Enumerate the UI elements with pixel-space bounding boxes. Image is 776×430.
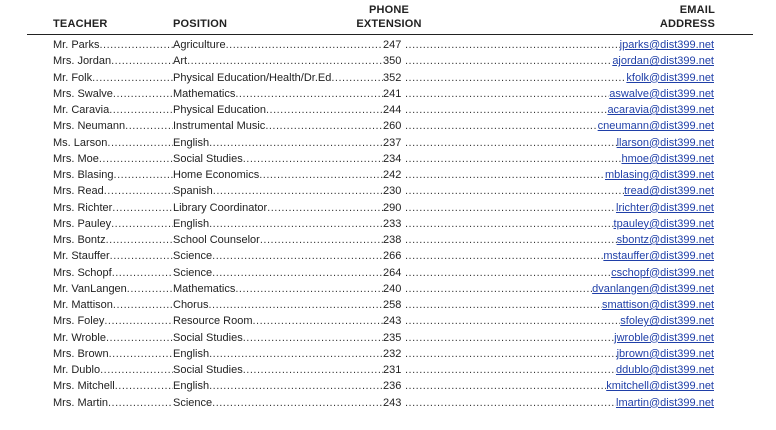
email-cell	[405, 346, 714, 362]
phone-extension: 237	[383, 136, 402, 149]
email-link[interactable]: dvanlangen@dist399.net	[592, 282, 714, 295]
phone-extension: 258	[383, 299, 402, 311]
dot-leader	[112, 200, 173, 216]
teacher-name: Mrs. Blasing	[53, 169, 114, 181]
email-link[interactable]: ajordan@dist399.net	[612, 55, 714, 68]
email-link[interactable]: aswalve@dist399.net	[609, 87, 714, 100]
dot-leader	[405, 362, 616, 378]
dot-leader	[259, 167, 383, 183]
header-email-address	[650, 3, 715, 31]
dot-leader	[125, 118, 173, 134]
teacher-name: Mrs. Richter	[53, 201, 113, 214]
teacher-cell	[53, 378, 173, 394]
table-row	[0, 151, 776, 167]
teacher-cell	[53, 395, 173, 411]
table-row	[0, 232, 776, 248]
phone-extension: 290	[383, 201, 402, 214]
phone-extension: 243	[383, 315, 402, 328]
dot-leader	[209, 378, 383, 394]
position-cell	[173, 265, 383, 281]
email-cell	[405, 183, 714, 199]
extension-cell	[383, 86, 405, 102]
header-email-line1: EMAIL	[679, 4, 715, 16]
teacher-name: Mr. Dublo	[53, 364, 101, 376]
dot-leader	[405, 313, 620, 329]
position-name: School Counselor	[173, 234, 260, 246]
dot-leader	[235, 281, 383, 297]
teacher-cell	[53, 118, 173, 134]
dot-leader	[405, 378, 606, 394]
dot-leader	[106, 330, 173, 346]
dot-leader	[405, 281, 592, 297]
extension-cell	[383, 53, 405, 69]
email-cell	[405, 135, 714, 151]
table-row	[0, 167, 776, 183]
table-row	[0, 70, 776, 86]
extension-cell	[383, 135, 405, 151]
table-row	[0, 362, 776, 378]
email-cell	[405, 281, 714, 297]
dot-leader	[208, 297, 383, 313]
phone-extension: 352	[383, 71, 402, 84]
extension-cell	[383, 200, 405, 216]
position-name: English	[173, 380, 210, 393]
position-cell	[173, 395, 383, 411]
teacher-cell	[53, 265, 173, 281]
position-name: Social Studies	[173, 152, 243, 165]
extension-cell	[383, 362, 405, 378]
extension-cell	[383, 395, 405, 411]
email-link[interactable]: hmoe@dist399.net	[621, 152, 714, 165]
email-cell	[405, 248, 714, 264]
dot-leader	[405, 330, 614, 346]
teacher-name: Mrs. Moe	[53, 152, 99, 165]
teacher-cell	[53, 70, 173, 86]
position-name: English	[173, 347, 210, 360]
dot-leader	[243, 151, 383, 167]
position-name: Spanish	[173, 185, 213, 198]
table-row	[0, 248, 776, 264]
dot-leader	[187, 53, 383, 69]
extension-cell	[383, 330, 405, 346]
teacher-name: Mrs. Martin	[53, 396, 108, 409]
teacher-cell	[53, 86, 173, 102]
email-link[interactable]: kmitchell@dist399.net	[606, 380, 714, 393]
dot-leader	[114, 167, 173, 183]
table-row	[0, 102, 776, 118]
phone-extension: 231	[383, 364, 402, 376]
header-email-line2: ADDRESS	[659, 18, 715, 30]
dot-leader	[111, 53, 173, 69]
teacher-name: Mr. Caravia	[53, 104, 110, 116]
header-phone-line1: PHONE	[368, 4, 410, 16]
position-cell	[173, 37, 383, 53]
header-phone-extension	[356, 3, 422, 31]
dot-leader	[405, 183, 624, 199]
dot-leader	[209, 135, 383, 151]
header-teacher: TEACHER	[53, 18, 108, 30]
dot-leader	[99, 151, 173, 167]
dot-leader	[405, 151, 621, 167]
position-cell	[173, 200, 383, 216]
table-row	[0, 313, 776, 329]
email-link[interactable]: sbontz@dist399.net	[616, 234, 714, 246]
table-row	[0, 216, 776, 232]
position-cell	[173, 313, 383, 329]
header-phone-line2: EXTENSION	[356, 18, 422, 30]
email-cell	[405, 118, 714, 134]
phone-extension: 233	[383, 217, 402, 230]
extension-cell	[383, 167, 405, 183]
teacher-name: Mrs. Swalve	[53, 87, 113, 100]
extension-cell	[383, 232, 405, 248]
email-link[interactable]: ddublo@dist399.net	[615, 364, 714, 376]
position-name: English	[173, 217, 210, 230]
position-name: Social Studies	[173, 331, 243, 344]
teacher-cell	[53, 313, 173, 329]
position-name: Science	[173, 250, 213, 263]
position-cell	[173, 135, 383, 151]
position-cell	[173, 346, 383, 362]
dot-leader	[243, 330, 383, 346]
dot-leader	[109, 102, 173, 118]
teacher-cell	[53, 200, 173, 216]
dot-leader	[235, 86, 383, 102]
table-row	[0, 346, 776, 362]
dot-leader	[243, 362, 383, 378]
dot-leader	[405, 37, 620, 53]
header-position: POSITION	[173, 18, 228, 30]
position-cell	[173, 102, 383, 118]
phone-extension: 232	[383, 347, 402, 360]
extension-cell	[383, 281, 405, 297]
teacher-cell	[53, 330, 173, 346]
position-name: Social Studies	[173, 364, 243, 376]
teacher-name: Mr. Wroble	[53, 331, 106, 344]
position-cell	[173, 281, 383, 297]
dot-leader	[331, 70, 383, 86]
teacher-name: Mr. VanLangen	[53, 282, 127, 295]
table-header	[0, 0, 776, 34]
dot-leader	[109, 346, 173, 362]
email-link[interactable]: jwroble@dist399.net	[614, 331, 714, 344]
email-link[interactable]: acaravia@dist399.net	[607, 104, 714, 116]
dot-leader	[104, 313, 173, 329]
table-row	[0, 183, 776, 199]
teacher-name: Mrs. Schopf	[53, 266, 112, 279]
teacher-name: Mrs. Mitchell	[53, 380, 115, 393]
dot-leader	[111, 216, 173, 232]
position-name: Home Economics	[173, 169, 260, 181]
dot-leader	[265, 118, 383, 134]
dot-leader	[405, 70, 626, 86]
teacher-cell	[53, 346, 173, 362]
dot-leader	[226, 37, 383, 53]
position-name: Mathematics	[173, 282, 236, 295]
teacher-name: Ms. Larson	[53, 136, 108, 149]
teacher-cell	[53, 167, 173, 183]
header-divider	[27, 34, 753, 35]
position-name: Physical Education	[173, 104, 266, 116]
email-link[interactable]: tpauley@dist399.net	[613, 217, 714, 230]
teacher-name: Mrs. Jordan	[53, 55, 112, 68]
position-name: Chorus	[173, 299, 209, 311]
email-link[interactable]: jparks@dist399.net	[619, 39, 714, 51]
position-cell	[173, 118, 383, 134]
teacher-name: Mr. Parks	[53, 39, 100, 51]
teacher-name: Mrs. Brown	[53, 347, 109, 360]
teacher-cell	[53, 151, 173, 167]
phone-extension: 266	[383, 250, 402, 263]
dot-leader	[110, 248, 173, 264]
email-cell	[405, 102, 714, 118]
teacher-cell	[53, 135, 173, 151]
email-link[interactable]: llarson@dist399.net	[616, 136, 714, 149]
position-name: Instrumental Music	[173, 120, 266, 133]
position-name: Physical Education/Health/Dr.Ed	[173, 71, 332, 84]
email-link[interactable]: lrichter@dist399.net	[616, 201, 714, 214]
email-link[interactable]: mstauffer@dist399.net	[603, 250, 714, 263]
email-cell	[405, 395, 714, 411]
dot-leader	[405, 346, 617, 362]
phone-extension: 238	[383, 234, 402, 246]
table-row	[0, 378, 776, 394]
email-cell	[405, 167, 714, 183]
dot-leader	[405, 53, 612, 69]
dot-leader	[405, 265, 611, 281]
table-row	[0, 395, 776, 411]
dot-leader	[113, 86, 173, 102]
teacher-cell	[53, 37, 173, 53]
dot-leader	[212, 395, 383, 411]
dot-leader	[99, 37, 173, 53]
position-name: Science	[173, 396, 213, 409]
position-name: Agriculture	[173, 39, 226, 51]
position-cell	[173, 151, 383, 167]
teacher-cell	[53, 297, 173, 313]
extension-cell	[383, 37, 405, 53]
table-row	[0, 37, 776, 53]
email-cell	[405, 232, 714, 248]
email-link[interactable]: lmartin@dist399.net	[616, 396, 714, 409]
teacher-name: Mr. Folk	[53, 71, 93, 84]
email-cell	[405, 200, 714, 216]
phone-extension: 260	[383, 120, 402, 133]
extension-cell	[383, 102, 405, 118]
email-link[interactable]: sfoley@dist399.net	[620, 315, 714, 328]
phone-extension: 247	[383, 39, 402, 51]
phone-extension: 264	[383, 266, 402, 279]
email-link[interactable]: cneumann@dist399.net	[597, 120, 714, 133]
dot-leader	[100, 362, 173, 378]
position-name: Library Coordinator	[173, 201, 268, 214]
dot-leader	[405, 395, 616, 411]
email-cell	[405, 362, 714, 378]
teacher-name: Mr. Mattison	[53, 299, 113, 311]
dot-leader	[92, 70, 173, 86]
position-cell	[173, 362, 383, 378]
teacher-cell	[53, 102, 173, 118]
dot-leader	[252, 313, 383, 329]
dot-leader	[115, 378, 173, 394]
dot-leader	[209, 346, 383, 362]
teacher-name: Mrs. Pauley	[53, 217, 112, 230]
table-row	[0, 297, 776, 313]
phone-extension: 235	[383, 331, 402, 344]
email-cell	[405, 297, 714, 313]
dot-leader	[108, 395, 173, 411]
email-link[interactable]: jbrown@dist399.net	[616, 347, 714, 360]
dot-leader	[212, 248, 383, 264]
table-row	[0, 135, 776, 151]
extension-cell	[383, 248, 405, 264]
dot-leader	[266, 102, 383, 118]
position-cell	[173, 167, 383, 183]
email-cell	[405, 70, 714, 86]
teacher-name: Mrs. Foley	[53, 315, 105, 328]
dot-leader	[405, 216, 614, 232]
phone-extension: 242	[383, 169, 402, 181]
table-row	[0, 86, 776, 102]
extension-cell	[383, 378, 405, 394]
dot-leader	[405, 118, 598, 134]
teacher-name: Mrs. Bontz	[53, 234, 106, 246]
table-row	[0, 265, 776, 281]
extension-cell	[383, 216, 405, 232]
email-link[interactable]: kfolk@dist399.net	[626, 71, 714, 84]
table-row	[0, 330, 776, 346]
phone-extension: 350	[383, 55, 402, 68]
email-cell	[405, 313, 714, 329]
teacher-cell	[53, 362, 173, 378]
dot-leader	[405, 135, 617, 151]
extension-cell	[383, 313, 405, 329]
email-link[interactable]: tread@dist399.net	[623, 185, 714, 198]
email-link[interactable]: smattison@dist399.net	[601, 299, 714, 311]
email-link[interactable]: cschopf@dist399.net	[611, 266, 714, 279]
email-cell	[405, 151, 714, 167]
phone-extension: 241	[383, 87, 402, 100]
email-cell	[405, 330, 714, 346]
position-name: English	[173, 136, 210, 149]
position-cell	[173, 183, 383, 199]
dot-leader	[113, 297, 173, 313]
teacher-cell	[53, 281, 173, 297]
dot-leader	[405, 200, 616, 216]
teacher-name: Mrs. Read	[53, 185, 104, 198]
teacher-name: Mr. Stauffer	[53, 250, 110, 263]
dot-leader	[107, 135, 173, 151]
extension-cell	[383, 297, 405, 313]
table-row	[0, 281, 776, 297]
dot-leader	[104, 183, 173, 199]
dot-leader	[127, 281, 173, 297]
teacher-cell	[53, 53, 173, 69]
email-cell	[405, 265, 714, 281]
position-name: Art	[173, 55, 188, 68]
dot-leader	[209, 216, 383, 232]
teacher-name: Mrs. Neumann	[53, 120, 126, 133]
teacher-cell	[53, 232, 173, 248]
extension-cell	[383, 346, 405, 362]
position-cell	[173, 297, 383, 313]
phone-extension: 244	[383, 104, 402, 116]
position-cell	[173, 232, 383, 248]
dot-leader	[405, 167, 605, 183]
dot-leader	[267, 200, 383, 216]
dot-leader	[212, 265, 383, 281]
position-cell	[173, 216, 383, 232]
phone-extension: 236	[383, 380, 402, 393]
extension-cell	[383, 70, 405, 86]
phone-extension: 240	[383, 282, 402, 295]
phone-extension: 230	[383, 185, 402, 198]
dot-leader	[112, 265, 173, 281]
position-name: Resource Room	[173, 315, 253, 328]
dot-leader	[405, 297, 602, 313]
position-name: Mathematics	[173, 87, 236, 100]
dot-leader	[405, 86, 609, 102]
dot-leader	[213, 183, 383, 199]
position-cell	[173, 248, 383, 264]
teacher-cell	[53, 216, 173, 232]
email-cell	[405, 86, 714, 102]
position-name: Science	[173, 266, 213, 279]
position-cell	[173, 86, 383, 102]
email-cell	[405, 216, 714, 232]
table-row	[0, 118, 776, 134]
extension-cell	[383, 265, 405, 281]
staff-directory-table	[0, 37, 776, 411]
dot-leader	[405, 248, 603, 264]
position-cell	[173, 378, 383, 394]
email-cell	[405, 378, 714, 394]
email-link[interactable]: mblasing@dist399.net	[604, 169, 714, 181]
position-cell	[173, 330, 383, 346]
dot-leader	[106, 232, 173, 248]
email-cell	[405, 53, 714, 69]
teacher-cell	[53, 183, 173, 199]
extension-cell	[383, 118, 405, 134]
email-cell	[405, 37, 714, 53]
phone-extension: 234	[383, 152, 402, 165]
extension-cell	[383, 151, 405, 167]
dot-leader	[405, 232, 617, 248]
extension-cell	[383, 183, 405, 199]
dot-leader	[260, 232, 383, 248]
table-row	[0, 200, 776, 216]
position-cell	[173, 70, 383, 86]
dot-leader	[405, 102, 607, 118]
teacher-cell	[53, 248, 173, 264]
position-cell	[173, 53, 383, 69]
phone-extension: 243	[383, 396, 402, 409]
table-row	[0, 53, 776, 69]
